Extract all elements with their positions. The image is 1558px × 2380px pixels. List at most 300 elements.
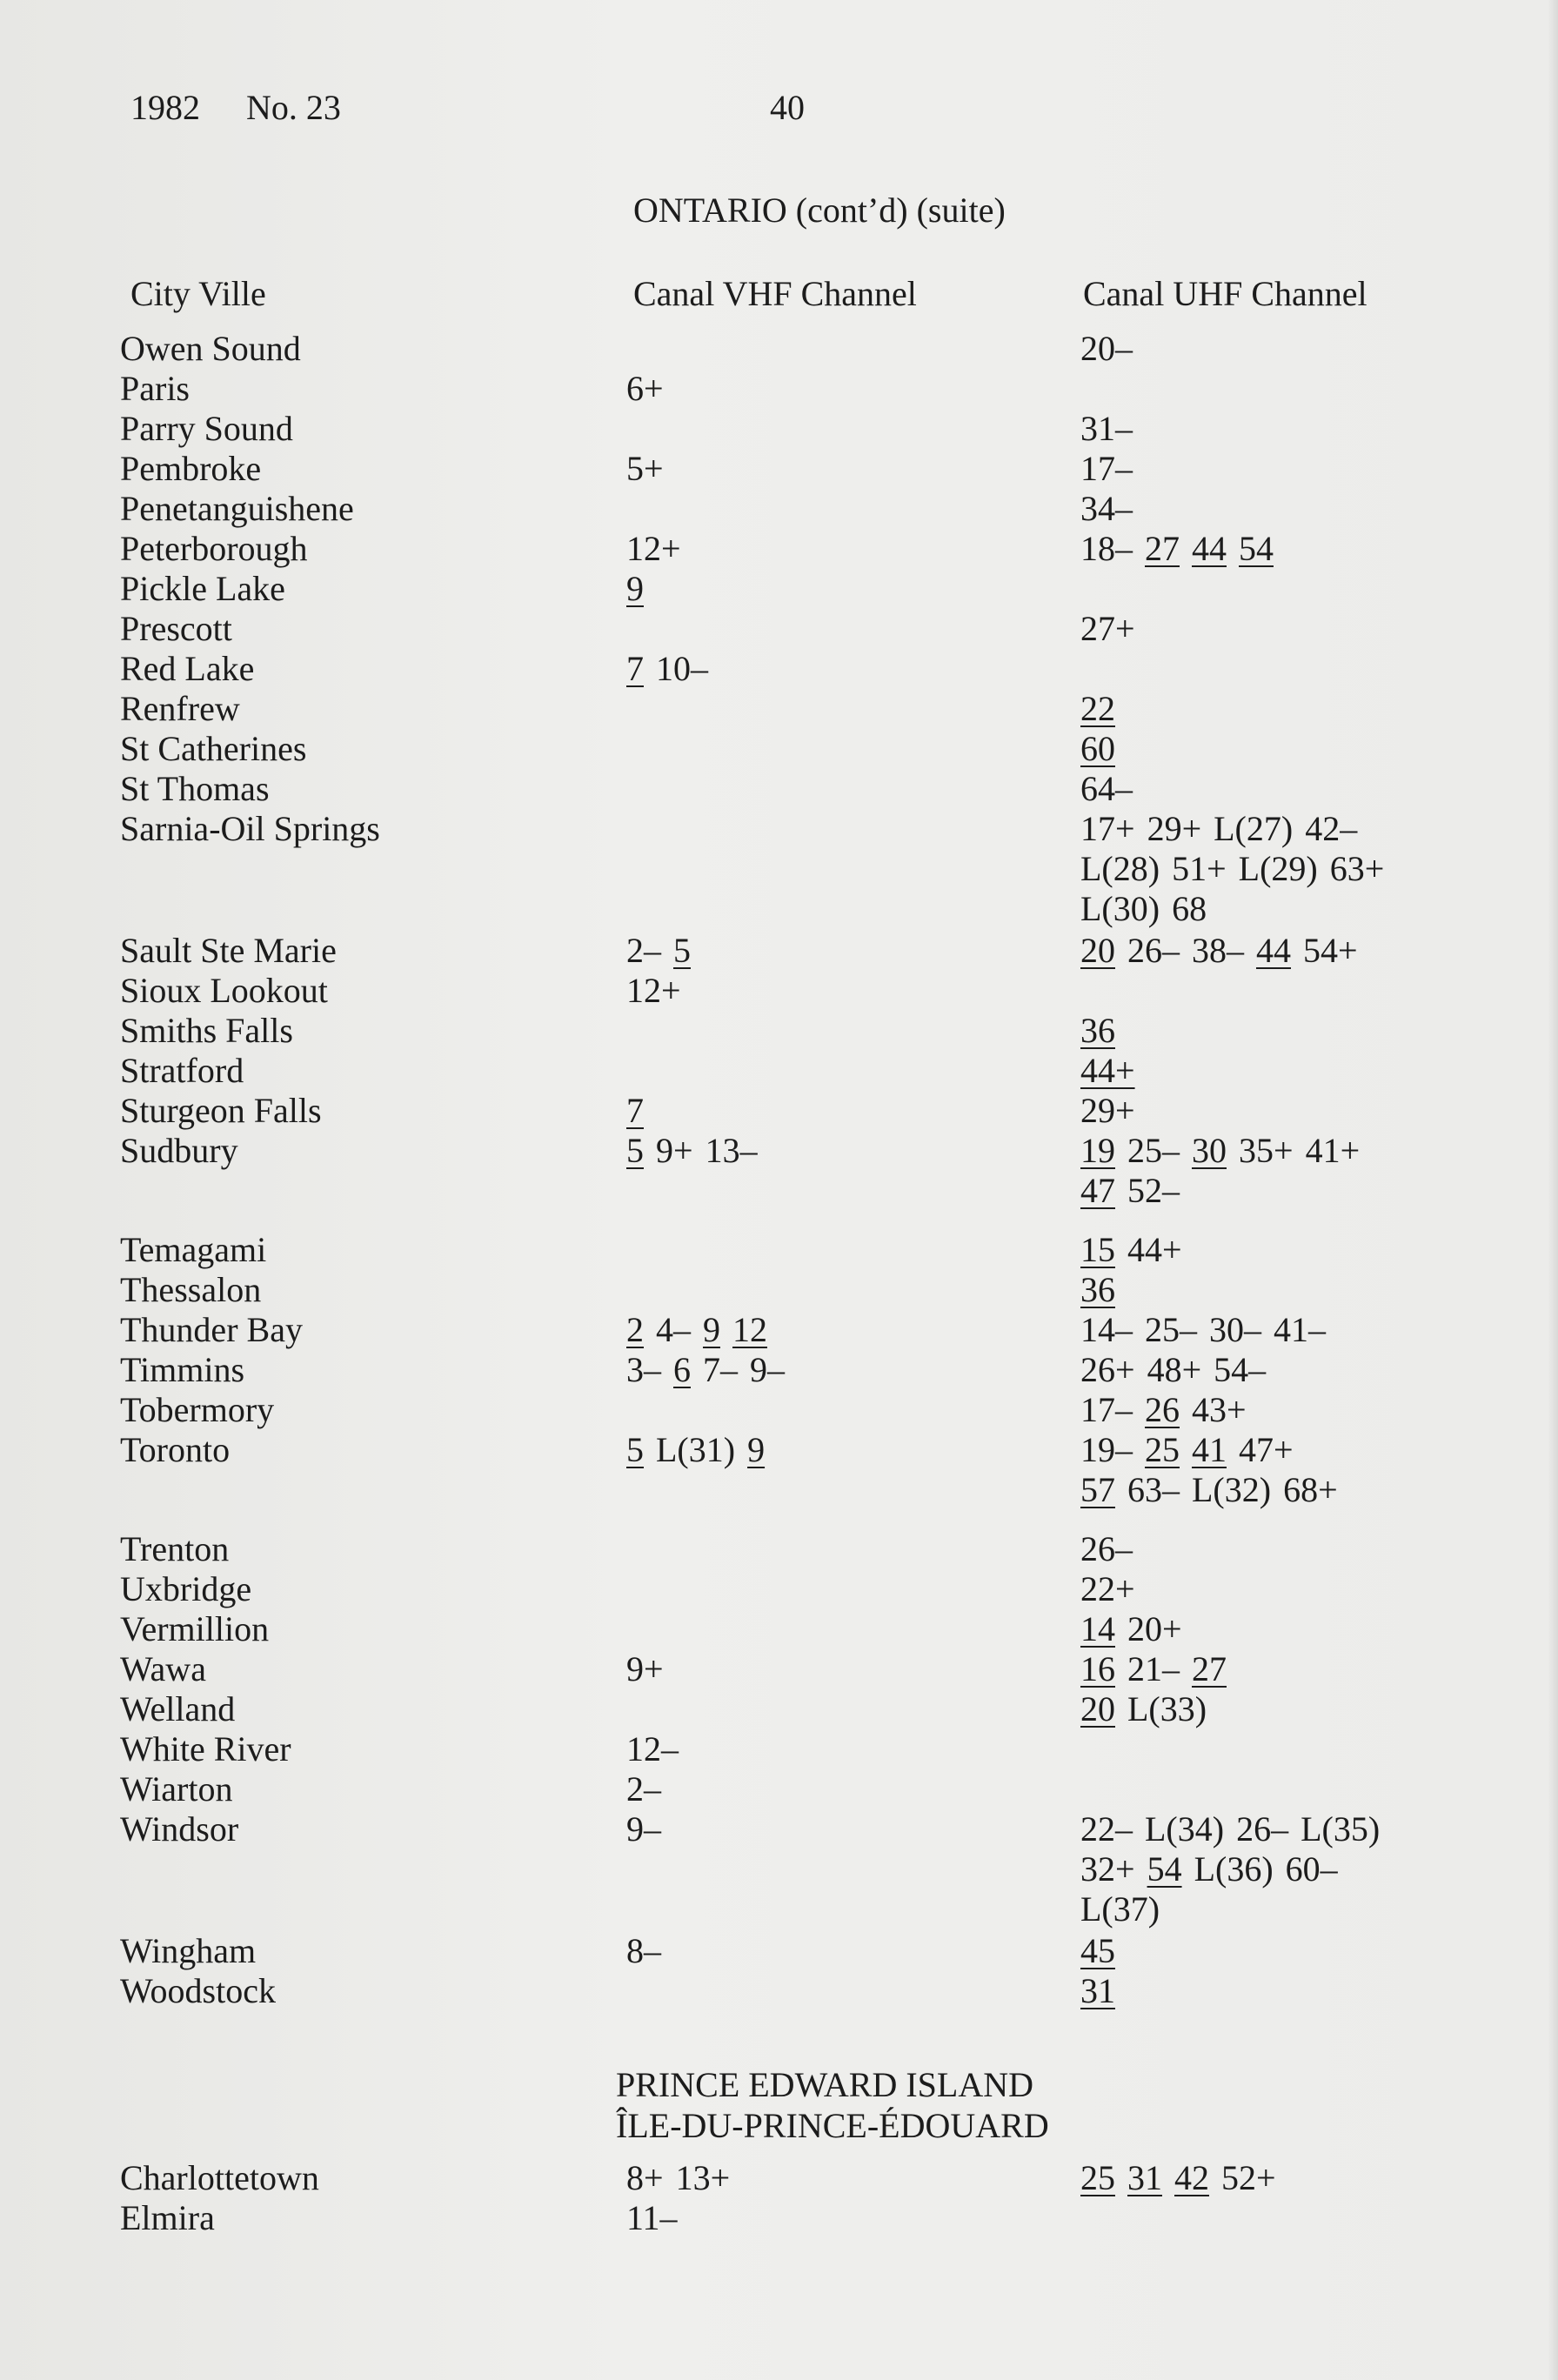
vhf-channels <box>626 449 676 489</box>
channel-value: 18– <box>1080 529 1133 568</box>
table-row <box>0 569 1558 609</box>
uhf-channels <box>1080 1230 1194 1270</box>
city-name: Paris <box>120 369 190 408</box>
channel-value: 5 <box>626 1131 644 1170</box>
uhf-channels <box>1080 1310 1338 1350</box>
channel-value: 6+ <box>626 369 664 408</box>
channel-value: 2– <box>626 1769 661 1808</box>
channel-value: 57 <box>1080 1470 1115 1509</box>
city-name: White River <box>120 1729 291 1768</box>
city-name: Sudbury <box>120 1131 238 1170</box>
city-name: Prescott <box>120 609 232 648</box>
city-name: Charlottetown <box>120 2158 319 2197</box>
table-row <box>0 1609 1558 1649</box>
channel-value: 36 <box>1080 1270 1115 1309</box>
city-name: Woodstock <box>120 1971 276 2010</box>
uhf-channels <box>1080 1011 1127 1051</box>
channel-value: 44 <box>1256 931 1291 970</box>
channel-value: 27 <box>1192 1649 1227 1688</box>
header-year: 1982 <box>130 88 200 127</box>
uhf-channels-line <box>1080 409 1145 449</box>
channel-value: L(29) <box>1238 849 1318 888</box>
channel-value: 63– <box>1127 1470 1180 1509</box>
channel-value: 60 <box>1080 729 1115 768</box>
channel-value: 19– <box>1080 1430 1133 1469</box>
channel-value: 21– <box>1127 1649 1180 1688</box>
channel-value: 10– <box>656 649 708 688</box>
vhf-channels <box>626 1310 779 1350</box>
table-row <box>0 971 1558 1011</box>
city-name: Temagami <box>120 1230 267 1269</box>
header-page-number: 40 <box>770 88 805 127</box>
city-name: Pembroke <box>120 449 262 488</box>
vhf-channels <box>626 931 703 971</box>
city-name: Renfrew <box>120 689 240 728</box>
table-row <box>0 689 1558 729</box>
channel-value: 31 <box>1127 2158 1162 2197</box>
channel-value: 20 <box>1080 931 1115 970</box>
vhf-channels <box>626 369 676 409</box>
channel-value: L(27) <box>1214 809 1294 848</box>
channel-value: 52– <box>1127 1171 1180 1210</box>
channel-value: 4– <box>656 1310 691 1349</box>
vhf-channels <box>626 1769 673 1809</box>
channel-value: 5 <box>626 1430 644 1469</box>
uhf-channels <box>1080 449 1145 489</box>
city-name: Wingham <box>120 1931 257 1970</box>
channel-value: 35+ <box>1239 1131 1294 1170</box>
channel-value: 54– <box>1214 1350 1267 1389</box>
city-name: St Thomas <box>120 769 270 808</box>
vhf-channels-line <box>626 1809 673 1849</box>
table-row <box>0 489 1558 529</box>
table-row <box>0 1430 1558 1509</box>
channel-value: 22– <box>1080 1809 1133 1849</box>
vhf-channels-line <box>626 1649 676 1689</box>
channel-value: 8+ <box>626 2158 664 2197</box>
channel-value: L(37) <box>1080 1889 1160 1929</box>
channel-value: 3– <box>626 1350 661 1389</box>
uhf-channels-line <box>1080 1931 1127 1971</box>
channel-value: 26 <box>1145 1390 1180 1429</box>
channel-value: 51+ <box>1172 849 1227 888</box>
table-row <box>0 529 1558 569</box>
channel-value: 25– <box>1145 1310 1197 1349</box>
table-row <box>0 1390 1558 1430</box>
channel-value: 12+ <box>626 529 681 568</box>
uhf-channels <box>1080 1051 1147 1091</box>
pei-row <box>0 2198 1558 2238</box>
channel-value: 13– <box>705 1131 758 1170</box>
channel-value: 7– <box>703 1350 738 1389</box>
vhf-channels-line <box>626 529 693 569</box>
vhf-channels <box>626 2158 742 2198</box>
city-name: Sioux Lookout <box>120 971 328 1010</box>
city-name: Thessalon <box>120 1270 262 1309</box>
channel-value: 54 <box>1239 529 1274 568</box>
channel-value: L(28) <box>1080 849 1160 888</box>
channel-value: 16 <box>1080 1649 1115 1688</box>
table-row <box>0 1729 1558 1769</box>
vhf-channels-line <box>626 971 693 1011</box>
table-row <box>0 1051 1558 1091</box>
uhf-channels <box>1080 1649 1239 1689</box>
channel-value: L(30) <box>1080 889 1160 928</box>
channel-value: 8– <box>626 1931 661 1970</box>
vhf-channels-line <box>626 1310 779 1350</box>
channel-value: 34– <box>1080 489 1133 528</box>
channel-value: 41+ <box>1305 1131 1361 1170</box>
city-name: Wawa <box>120 1649 206 1688</box>
channel-value: 26– <box>1127 931 1180 970</box>
uhf-channels-line <box>1080 1310 1338 1350</box>
channel-value: L(32) <box>1192 1470 1272 1509</box>
uhf-channels <box>1080 1350 1278 1390</box>
uhf-channels <box>1080 1931 1127 1971</box>
uhf-channels <box>1080 489 1145 529</box>
uhf-channels <box>1080 1270 1127 1310</box>
channel-value: 20 <box>1080 1689 1115 1728</box>
channel-value: 27+ <box>1080 609 1135 648</box>
channel-value: 14 <box>1080 1609 1115 1648</box>
uhf-channels <box>1080 1971 1127 2011</box>
channel-value: 2– <box>626 931 661 970</box>
channel-value: 9 <box>703 1310 720 1349</box>
uhf-channels-line <box>1080 1849 1392 1889</box>
section-title: ONTARIO (cont’d) (suite) <box>633 191 1006 230</box>
channel-value: 9+ <box>656 1131 693 1170</box>
vhf-channels-line <box>626 1931 673 1971</box>
channel-value: 26– <box>1236 1809 1289 1849</box>
channel-value: 47 <box>1080 1171 1115 1210</box>
table-row <box>0 1310 1558 1350</box>
channel-value: L(34) <box>1145 1809 1225 1849</box>
vhf-channels-line <box>626 649 720 689</box>
channel-value: 41 <box>1192 1430 1227 1469</box>
uhf-channels-line <box>1080 329 1145 369</box>
vhf-channels-line <box>626 369 676 409</box>
table-row <box>0 409 1558 449</box>
uhf-channels <box>1080 1569 1147 1609</box>
uhf-channels-line <box>1080 1051 1147 1091</box>
uhf-channels-line <box>1080 809 1396 849</box>
uhf-channels-line <box>1080 1430 1350 1470</box>
channel-value: 52+ <box>1221 2158 1276 2197</box>
city-name: Welland <box>120 1689 236 1728</box>
channel-value: 42– <box>1305 809 1358 848</box>
vhf-channels-line <box>626 1430 777 1470</box>
uhf-channels <box>1080 689 1127 729</box>
vhf-channels <box>626 569 656 609</box>
channel-value: 47+ <box>1239 1430 1294 1469</box>
city-name: Penetanguishene <box>120 489 354 528</box>
channel-value: 30 <box>1192 1131 1227 1170</box>
channel-value: 64– <box>1080 769 1133 808</box>
channel-value: 68+ <box>1283 1470 1338 1509</box>
channel-value: 12 <box>732 1310 767 1349</box>
channel-value: 26– <box>1080 1529 1133 1568</box>
city-name: Elmira <box>120 2198 215 2237</box>
uhf-channels <box>1080 409 1145 449</box>
channel-value: 42 <box>1174 2158 1209 2197</box>
channel-value: 9– <box>750 1350 785 1389</box>
table-row <box>0 449 1558 489</box>
uhf-channels-line <box>1080 1609 1194 1649</box>
uhf-channels <box>1080 2158 1288 2198</box>
channel-value: L(36) <box>1194 1849 1274 1889</box>
table-row <box>0 809 1558 928</box>
city-name: Red Lake <box>120 649 255 688</box>
channel-value: 63+ <box>1329 849 1385 888</box>
city-name: Sarnia-Oil Springs <box>120 809 380 848</box>
uhf-channels-line <box>1080 729 1127 769</box>
city-name: Wiarton <box>120 1769 233 1808</box>
channel-value: 5+ <box>626 449 664 488</box>
uhf-channels <box>1080 1091 1147 1131</box>
vhf-channels-line <box>626 1729 691 1769</box>
uhf-channels-line <box>1080 931 1370 971</box>
channel-value: 25 <box>1080 2158 1115 2197</box>
uhf-channels-line <box>1080 609 1147 649</box>
uhf-channels <box>1080 1609 1194 1649</box>
uhf-channels-line <box>1080 769 1145 809</box>
table-row <box>0 1649 1558 1689</box>
channel-value: 31 <box>1080 1971 1115 2010</box>
channel-value: 54+ <box>1303 931 1358 970</box>
uhf-channels-line <box>1080 689 1127 729</box>
channel-value: 30– <box>1209 1310 1261 1349</box>
channel-value: 12+ <box>626 971 681 1010</box>
channel-value: 27 <box>1145 529 1180 568</box>
column-header-city: City Ville <box>130 274 266 313</box>
city-name: Uxbridge <box>120 1569 252 1608</box>
uhf-channels <box>1080 1131 1372 1211</box>
uhf-channels-line <box>1080 1350 1278 1390</box>
uhf-channels-line <box>1080 1689 1219 1729</box>
uhf-channels-line <box>1080 1809 1392 1849</box>
vhf-channels-line <box>626 1769 673 1809</box>
vhf-channels-line <box>626 569 656 609</box>
channel-value: 20+ <box>1127 1609 1182 1648</box>
city-name: St Catherines <box>120 729 307 768</box>
table-row <box>0 369 1558 409</box>
channel-value: 15 <box>1080 1230 1115 1269</box>
pei-title-fr: ÎLE-DU-PRINCE-ÉDOUARD <box>616 2106 1049 2145</box>
channel-value: 44+ <box>1127 1230 1182 1269</box>
channel-value: 14– <box>1080 1310 1133 1349</box>
city-name: Owen Sound <box>120 329 301 368</box>
uhf-channels-line <box>1080 1529 1145 1569</box>
vhf-channels <box>626 2198 690 2238</box>
city-name: Vermillion <box>120 1609 270 1648</box>
uhf-channels-line <box>1080 1470 1350 1510</box>
channel-value: 13+ <box>675 2158 731 2197</box>
table-row <box>0 1270 1558 1310</box>
channel-value: 17– <box>1080 449 1133 488</box>
table-row <box>0 1091 1558 1131</box>
city-name: Trenton <box>120 1529 230 1568</box>
city-name: Stratford <box>120 1051 244 1090</box>
city-name: Smiths Falls <box>120 1011 293 1050</box>
pei-row <box>0 2158 1558 2198</box>
uhf-channels <box>1080 1689 1219 1729</box>
uhf-channels-line <box>1080 489 1145 529</box>
table-row <box>0 729 1558 769</box>
uhf-channels-line <box>1080 1971 1127 2011</box>
city-name: Timmins <box>120 1350 245 1389</box>
table-row <box>0 1230 1558 1270</box>
vhf-channels <box>626 1091 656 1131</box>
vhf-channels-line <box>626 449 676 489</box>
uhf-channels <box>1080 609 1147 649</box>
vhf-channels-line <box>626 1131 770 1171</box>
table-row <box>0 769 1558 809</box>
channel-value: 6 <box>673 1350 691 1389</box>
table-row <box>0 1931 1558 1971</box>
vhf-channels <box>626 1131 770 1171</box>
channel-value: L(35) <box>1301 1809 1381 1849</box>
channel-value: 68 <box>1172 889 1207 928</box>
vhf-channels <box>626 1649 676 1689</box>
table-row <box>0 1011 1558 1051</box>
table-row <box>0 1131 1558 1210</box>
channel-value: 7 <box>626 649 644 688</box>
header-issue: No. 23 <box>246 88 341 127</box>
channel-value: 9 <box>747 1430 766 1469</box>
city-name: Sault Ste Marie <box>120 931 337 970</box>
channel-value: L(33) <box>1127 1689 1207 1728</box>
table-row <box>0 1971 1558 2011</box>
vhf-channels <box>626 529 693 569</box>
channel-value: 41– <box>1274 1310 1326 1349</box>
channel-value: L(31) <box>656 1430 736 1469</box>
channel-value: 7 <box>626 1091 644 1130</box>
channel-value: 32+ <box>1080 1849 1135 1889</box>
vhf-channels-line <box>626 1091 656 1131</box>
uhf-channels-line <box>1080 1889 1392 1929</box>
table-row <box>0 649 1558 689</box>
channel-value: 44+ <box>1080 1051 1135 1090</box>
city-name: Peterborough <box>120 529 308 568</box>
city-name: Toronto <box>120 1430 231 1469</box>
channel-value: 29+ <box>1147 809 1202 848</box>
vhf-channels <box>626 649 720 689</box>
uhf-channels <box>1080 931 1370 971</box>
channel-value: 5 <box>673 931 691 970</box>
uhf-channels <box>1080 529 1286 569</box>
table-row <box>0 329 1558 369</box>
channel-value: 19 <box>1080 1131 1115 1170</box>
vhf-channels <box>626 1430 777 1470</box>
uhf-channels <box>1080 729 1127 769</box>
uhf-channels-line <box>1080 2158 1288 2198</box>
table-row <box>0 1809 1558 1929</box>
uhf-channels-line <box>1080 1230 1194 1270</box>
channel-value: 54 <box>1147 1849 1182 1889</box>
channel-value: 9 <box>626 569 644 608</box>
vhf-channels <box>626 1809 673 1849</box>
channel-value: 22+ <box>1080 1569 1135 1608</box>
uhf-channels-line <box>1080 1390 1259 1430</box>
vhf-channels <box>626 1931 673 1971</box>
channel-value: 17– <box>1080 1390 1133 1429</box>
city-name: Tobermory <box>120 1390 275 1429</box>
uhf-channels-line <box>1080 1649 1239 1689</box>
uhf-channels <box>1080 329 1145 369</box>
vhf-channels-line <box>626 931 703 971</box>
channel-value: 25– <box>1127 1131 1180 1170</box>
table-row <box>0 609 1558 649</box>
table-row <box>0 1350 1558 1390</box>
channel-value: 11– <box>626 2198 678 2237</box>
channel-value: 60– <box>1285 1849 1338 1889</box>
channel-value: 43+ <box>1192 1390 1247 1429</box>
channel-value: 25 <box>1145 1430 1180 1469</box>
uhf-channels-line <box>1080 889 1396 929</box>
channel-value: 22 <box>1080 689 1115 728</box>
pei-title-en: PRINCE EDWARD ISLAND <box>616 2065 1033 2104</box>
table-row <box>0 1689 1558 1729</box>
uhf-channels-line <box>1080 1270 1127 1310</box>
uhf-channels-line <box>1080 849 1396 889</box>
channel-value: 29+ <box>1080 1091 1135 1130</box>
uhf-channels <box>1080 1529 1145 1569</box>
city-name: Parry Sound <box>120 409 293 448</box>
table-row <box>0 1769 1558 1809</box>
channel-value: 38– <box>1192 931 1244 970</box>
channel-value: 9– <box>626 1809 661 1849</box>
channel-value: 20– <box>1080 329 1133 368</box>
vhf-channels-line <box>626 2158 742 2198</box>
channel-value: 26+ <box>1080 1350 1135 1389</box>
channel-value: 17+ <box>1080 809 1135 848</box>
channel-value: 12– <box>626 1729 679 1768</box>
uhf-channels <box>1080 1809 1392 1929</box>
vhf-channels <box>626 1729 691 1769</box>
channel-value: 36 <box>1080 1011 1115 1050</box>
vhf-channels <box>626 971 693 1011</box>
channel-value: 2 <box>626 1310 644 1349</box>
channel-value: 44 <box>1192 529 1227 568</box>
uhf-channels-line <box>1080 1171 1372 1211</box>
city-name: Thunder Bay <box>120 1310 303 1349</box>
table-row <box>0 1569 1558 1609</box>
channel-value: 9+ <box>626 1649 664 1688</box>
column-header-uhf: Canal UHF Channel <box>1083 274 1367 313</box>
city-name: Sturgeon Falls <box>120 1091 322 1130</box>
channel-value: 45 <box>1080 1931 1115 1970</box>
vhf-channels-line <box>626 2198 690 2238</box>
city-name: Windsor <box>120 1809 239 1849</box>
uhf-channels <box>1080 1390 1259 1430</box>
uhf-channels-line <box>1080 1131 1372 1171</box>
channel-value: 31– <box>1080 409 1133 448</box>
channel-value: 48+ <box>1147 1350 1202 1389</box>
uhf-channels-line <box>1080 449 1145 489</box>
column-header-vhf: Canal VHF Channel <box>633 274 917 313</box>
vhf-channels <box>626 1350 797 1390</box>
table-row <box>0 931 1558 971</box>
vhf-channels-line <box>626 1350 797 1390</box>
uhf-channels <box>1080 769 1145 809</box>
table-row <box>0 1529 1558 1569</box>
city-name: Pickle Lake <box>120 569 285 608</box>
uhf-channels-line <box>1080 1011 1127 1051</box>
uhf-channels <box>1080 1430 1350 1510</box>
uhf-channels <box>1080 809 1396 929</box>
uhf-channels-line <box>1080 1569 1147 1609</box>
uhf-channels-line <box>1080 529 1286 569</box>
